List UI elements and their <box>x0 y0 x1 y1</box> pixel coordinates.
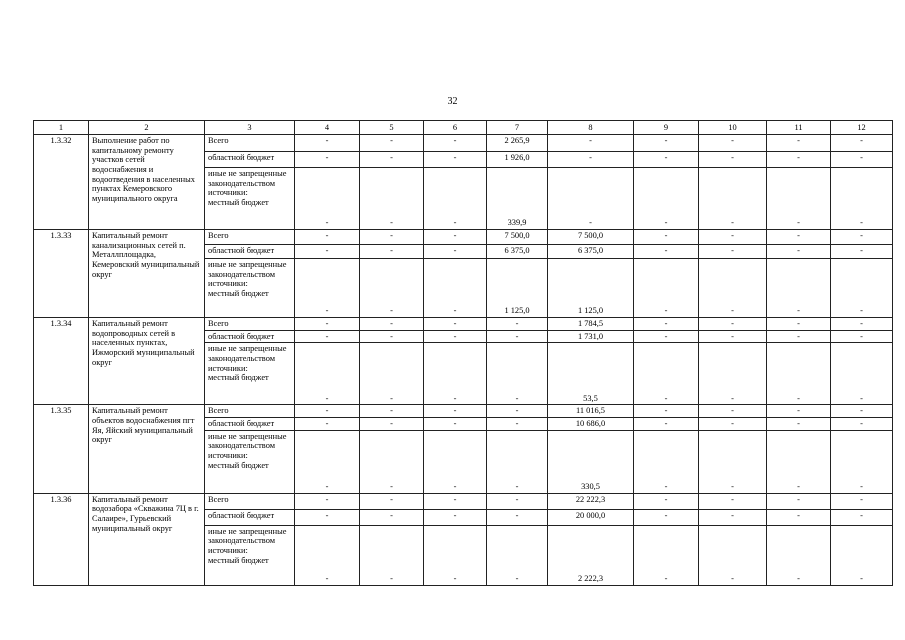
value-cell: - <box>699 405 767 418</box>
source-local: местный бюджет <box>208 197 269 207</box>
value-cell: - <box>831 230 893 245</box>
value-cell: 2 265,9 <box>487 135 548 152</box>
value-cell: - <box>634 525 699 585</box>
value-cell: - <box>767 430 831 493</box>
value-cell: - <box>295 152 360 168</box>
item-name: Капитальный ремонт объектов водоснабжения пгт Яя, Яйский муниципальный округ <box>89 405 205 493</box>
value-cell: - <box>699 493 767 509</box>
source-regional: областной бюджет <box>205 245 295 259</box>
value-cell: - <box>424 230 487 245</box>
source-other-local <box>205 259 295 318</box>
source-local: местный бюджет <box>208 373 269 383</box>
value-cell: - <box>634 405 699 418</box>
value-cell: - <box>487 405 548 418</box>
header-row <box>34 121 893 135</box>
value-cell: - <box>487 525 548 585</box>
value-cell: - <box>699 525 767 585</box>
value-cell: - <box>699 417 767 430</box>
value-cell: - <box>831 493 893 509</box>
table-row <box>34 493 893 509</box>
value-cell: - <box>360 525 424 585</box>
item-name: Капитальный ремонт канализационных сетей п. Металлплощадка, Кемеровский муниципальный округ <box>89 230 205 318</box>
value-cell: - <box>831 343 893 405</box>
value-cell: - <box>360 493 424 509</box>
value-cell: - <box>487 430 548 493</box>
value-cell: - <box>767 318 831 331</box>
column-header: 8 <box>548 121 634 135</box>
value-cell: - <box>634 493 699 509</box>
value-cell: - <box>634 168 699 230</box>
value-cell: - <box>767 230 831 245</box>
value-cell: - <box>767 405 831 418</box>
value-cell: 2 222,3 <box>548 525 634 585</box>
budget-table <box>33 120 893 586</box>
value-cell: - <box>295 230 360 245</box>
value-cell: 22 222,3 <box>548 493 634 509</box>
value-cell: - <box>295 168 360 230</box>
value-cell: - <box>767 330 831 343</box>
value-cell: - <box>424 493 487 509</box>
source-regional: областной бюджет <box>205 509 295 525</box>
source-other: иные не запрещенные законодательством источники: <box>208 344 287 373</box>
value-cell: - <box>767 417 831 430</box>
column-header: 5 <box>360 121 424 135</box>
source-other: иные не запрещенные законодательством источники: <box>208 526 287 555</box>
source-other-local <box>205 525 295 585</box>
value-cell: 330,5 <box>548 430 634 493</box>
source-other: иные не запрещенные законодательством источники: <box>208 169 287 198</box>
value-cell: - <box>767 168 831 230</box>
value-cell: - <box>767 493 831 509</box>
value-cell: 11 016,5 <box>548 405 634 418</box>
value-cell: - <box>360 168 424 230</box>
value-cell: - <box>360 343 424 405</box>
value-cell: 1 926,0 <box>487 152 548 168</box>
value-cell: - <box>634 430 699 493</box>
value-cell: - <box>634 230 699 245</box>
value-cell: - <box>831 152 893 168</box>
value-cell: - <box>360 245 424 259</box>
source-local: местный бюджет <box>208 555 269 565</box>
column-header: 7 <box>487 121 548 135</box>
value-cell: 339,9 <box>487 168 548 230</box>
source-total: Всего <box>205 405 295 418</box>
value-cell: 1 731,0 <box>548 330 634 343</box>
value-cell: - <box>360 330 424 343</box>
value-cell: - <box>831 330 893 343</box>
value-cell: - <box>295 493 360 509</box>
column-header: 2 <box>89 121 205 135</box>
value-cell: - <box>767 152 831 168</box>
value-cell: - <box>548 152 634 168</box>
value-cell: - <box>699 259 767 318</box>
value-cell: - <box>831 168 893 230</box>
value-cell: - <box>360 152 424 168</box>
value-cell: - <box>360 509 424 525</box>
value-cell: - <box>487 343 548 405</box>
item-number: 1.3.35 <box>34 405 89 493</box>
table-row <box>34 318 893 331</box>
value-cell: - <box>424 405 487 418</box>
value-cell: - <box>424 417 487 430</box>
value-cell: - <box>487 318 548 331</box>
value-cell: - <box>831 525 893 585</box>
value-cell: - <box>295 259 360 318</box>
table-row <box>34 405 893 418</box>
value-cell: - <box>634 343 699 405</box>
value-cell: - <box>831 430 893 493</box>
value-cell: 6 375,0 <box>487 245 548 259</box>
value-cell: - <box>767 509 831 525</box>
source-total: Всего <box>205 318 295 331</box>
source-other-local <box>205 343 295 405</box>
value-cell: - <box>831 259 893 318</box>
value-cell: - <box>424 245 487 259</box>
value-cell: 1 784,5 <box>548 318 634 331</box>
value-cell: - <box>487 509 548 525</box>
value-cell: - <box>360 318 424 331</box>
value-cell: - <box>767 525 831 585</box>
value-cell: - <box>487 493 548 509</box>
value-cell: - <box>424 430 487 493</box>
value-cell: - <box>634 135 699 152</box>
item-number: 1.3.33 <box>34 230 89 318</box>
value-cell: - <box>767 245 831 259</box>
value-cell: - <box>295 430 360 493</box>
source-local: местный бюджет <box>208 288 269 298</box>
source-other: иные не запрещенные законодательством источники: <box>208 260 287 289</box>
page-number: 32 <box>447 96 458 107</box>
value-cell: - <box>634 259 699 318</box>
item-name: Капитальный ремонт водопроводных сетей в населенных пунктах, Ижморский муниципальный округ <box>89 318 205 405</box>
value-cell: - <box>634 330 699 343</box>
value-cell: - <box>699 343 767 405</box>
value-cell: 1 125,0 <box>548 259 634 318</box>
value-cell: - <box>699 230 767 245</box>
source-local: местный бюджет <box>208 460 269 470</box>
item-name: Выполнение работ по капитальному ремонту участков сетей водоснабжения и водоотведения в населенных пунктах Кемеровского муниципального округа <box>89 135 205 230</box>
source-other-local <box>205 430 295 493</box>
table-body <box>34 135 893 586</box>
value-cell: - <box>548 135 634 152</box>
value-cell: - <box>699 152 767 168</box>
table-row <box>34 230 893 245</box>
value-cell: - <box>424 525 487 585</box>
value-cell: - <box>424 318 487 331</box>
value-cell: - <box>634 245 699 259</box>
value-cell: - <box>360 430 424 493</box>
value-cell: 53,5 <box>548 343 634 405</box>
column-header: 3 <box>205 121 295 135</box>
value-cell: 10 686,0 <box>548 417 634 430</box>
value-cell: - <box>295 318 360 331</box>
value-cell: 7 500,0 <box>487 230 548 245</box>
value-cell: - <box>424 259 487 318</box>
value-cell: - <box>360 417 424 430</box>
table-header <box>34 121 893 135</box>
source-other-local <box>205 168 295 230</box>
value-cell: - <box>424 330 487 343</box>
value-cell: - <box>360 405 424 418</box>
value-cell: - <box>699 135 767 152</box>
source-total: Всего <box>205 230 295 245</box>
value-cell: 7 500,0 <box>548 230 634 245</box>
item-number: 1.3.36 <box>34 493 89 585</box>
column-header: 12 <box>831 121 893 135</box>
value-cell: - <box>295 525 360 585</box>
source-total: Всего <box>205 135 295 152</box>
table-row <box>34 135 893 152</box>
source-total: Всего <box>205 493 295 509</box>
source-regional: областной бюджет <box>205 152 295 168</box>
value-cell: - <box>831 318 893 331</box>
value-cell: - <box>424 343 487 405</box>
source-regional: областной бюджет <box>205 417 295 430</box>
column-header: 11 <box>767 121 831 135</box>
value-cell: 6 375,0 <box>548 245 634 259</box>
value-cell: - <box>424 152 487 168</box>
value-cell: - <box>295 509 360 525</box>
value-cell: - <box>360 230 424 245</box>
item-number: 1.3.32 <box>34 135 89 230</box>
value-cell: - <box>295 245 360 259</box>
source-other: иные не запрещенные законодательством источники: <box>208 431 287 460</box>
value-cell: - <box>634 318 699 331</box>
value-cell: 1 125,0 <box>487 259 548 318</box>
source-regional: областной бюджет <box>205 330 295 343</box>
value-cell: - <box>831 135 893 152</box>
value-cell: - <box>634 509 699 525</box>
value-cell: - <box>699 168 767 230</box>
value-cell: - <box>831 245 893 259</box>
value-cell: - <box>424 135 487 152</box>
value-cell: - <box>699 245 767 259</box>
value-cell: - <box>767 343 831 405</box>
value-cell: - <box>424 168 487 230</box>
value-cell: - <box>831 417 893 430</box>
column-header: 10 <box>699 121 767 135</box>
value-cell: - <box>634 417 699 430</box>
value-cell: - <box>360 259 424 318</box>
value-cell: - <box>295 343 360 405</box>
value-cell: - <box>295 135 360 152</box>
value-cell: - <box>831 405 893 418</box>
value-cell: - <box>295 417 360 430</box>
value-cell: - <box>487 330 548 343</box>
value-cell: - <box>699 430 767 493</box>
value-cell: - <box>767 135 831 152</box>
value-cell: - <box>699 509 767 525</box>
value-cell: - <box>295 330 360 343</box>
value-cell: - <box>424 509 487 525</box>
value-cell: - <box>487 417 548 430</box>
item-name: Капитальный ремонт водозабора «Скважина 7Ц в г. Салаире», Гурьевский муниципальный округ <box>89 493 205 585</box>
value-cell: - <box>548 168 634 230</box>
column-header: 1 <box>34 121 89 135</box>
column-header: 9 <box>634 121 699 135</box>
column-header: 6 <box>424 121 487 135</box>
value-cell: 20 000,0 <box>548 509 634 525</box>
column-header: 4 <box>295 121 360 135</box>
value-cell: - <box>699 330 767 343</box>
value-cell: - <box>360 135 424 152</box>
value-cell: - <box>699 318 767 331</box>
value-cell: - <box>831 509 893 525</box>
item-number: 1.3.34 <box>34 318 89 405</box>
value-cell: - <box>767 259 831 318</box>
value-cell: - <box>295 405 360 418</box>
value-cell: - <box>634 152 699 168</box>
